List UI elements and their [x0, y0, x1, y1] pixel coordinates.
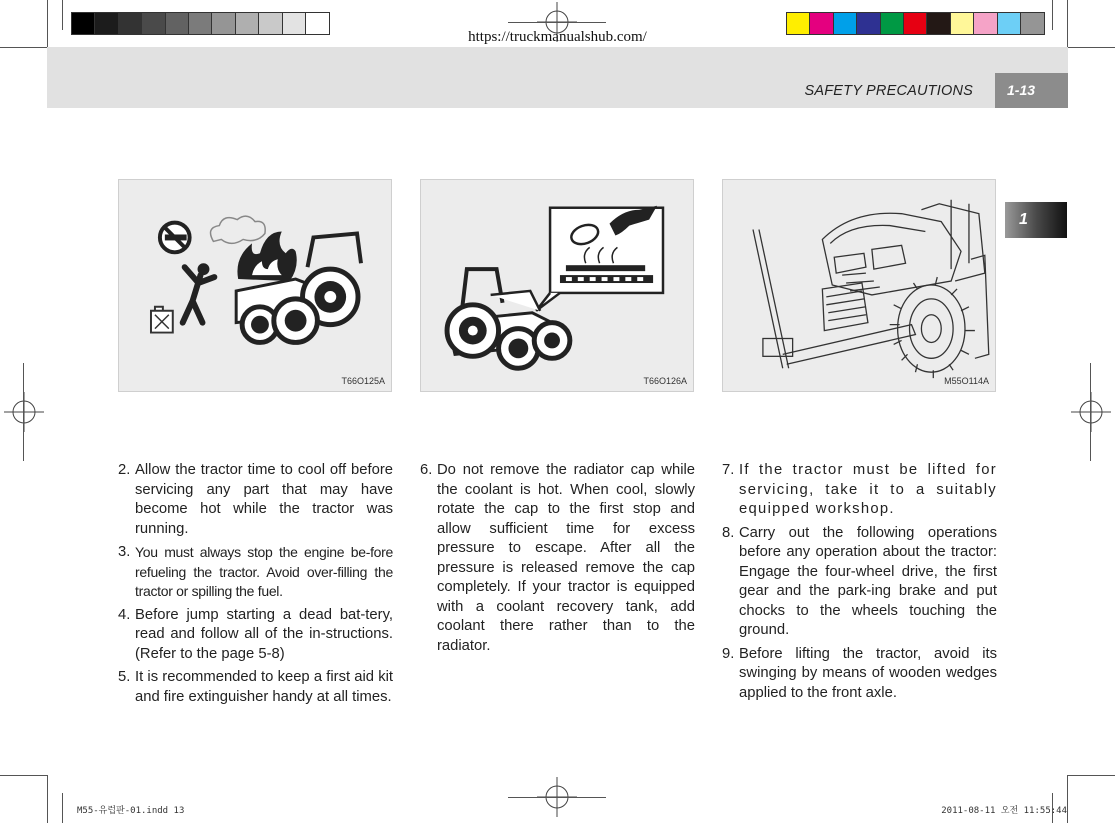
list-item: [722, 645, 997, 704]
item-text: Before jump starting a dead bat-tery, read and follow all of the in-structions. (Refer to the page 5-8): [135, 606, 393, 662]
item-text: It is recommended to keep a first aid kit and fire extinguisher handy at all times.: [135, 669, 393, 705]
item-text: If the tractor must be lifted for servicing, take it to a suitably equipped workshop.: [739, 462, 997, 517]
list-item: [118, 668, 393, 707]
list-item: [118, 543, 393, 602]
figure-code: T66O125A: [341, 376, 385, 386]
crop-mark: [508, 797, 606, 798]
figure-code: M55O114A: [944, 376, 989, 386]
item-text: Before lifting the tractor, avoid its swinging by means of wooden wedges applied to the front axle.: [739, 645, 997, 701]
text-column-3: [722, 461, 997, 707]
figure-tractor-lifted: [722, 179, 996, 392]
footer-timestamp: 2011-08-11 오전 11:55:44: [941, 806, 1067, 816]
registration-target-icon: [4, 392, 44, 432]
figure-code: T66O126A: [643, 376, 687, 386]
crop-mark: [0, 775, 47, 776]
text-column-1: [118, 461, 393, 711]
list-item: [722, 461, 997, 520]
registration-target-icon: [1071, 392, 1111, 432]
crop-mark: [62, 793, 63, 823]
crop-mark: [62, 0, 63, 30]
item-number: 3.: [118, 544, 131, 560]
item-number: 7.: [722, 462, 735, 478]
item-number: 8.: [722, 524, 735, 541]
footer-file-info: M55-유럽판-01.indd 13: [77, 806, 185, 816]
item-number: 9.: [722, 645, 735, 662]
item-text: Allow the tractor time to cool off before servicing any part that may have become hot while the tractor was running.: [135, 462, 393, 537]
list-item: [118, 606, 393, 665]
crop-mark: [1067, 775, 1068, 823]
item-number: 5.: [118, 669, 131, 685]
item-number: 6.: [420, 462, 433, 478]
list-item: [118, 461, 393, 539]
crop-mark: [1068, 775, 1115, 776]
item-text: Carry out the following operations before any operation about the tractor: Engage the four-wheel drive, the first gear and the park-ing brake and put chocks to the wheels touching the ground.: [739, 524, 997, 638]
item-text: Do not remove the radiator cap while the coolant is hot. When cool, slowly rotate the cap to the first stop and allow sufficient time for excess pressure to escape. After all the pressure is released remove the cap completely. If your tractor is equipped with a coolant recovery tank, add coolant there rather than to the radiator.: [437, 462, 695, 654]
crop-mark: [1052, 0, 1053, 30]
radiator-cap-hot-illustration-icon: [421, 180, 693, 391]
section-title: SAFETY PRECAUTIONS: [804, 83, 973, 99]
figure-fire-hazard: [118, 179, 392, 392]
no-smoking-fire-hazard-illustration-icon: [119, 180, 391, 391]
item-number: 2.: [118, 462, 131, 478]
crop-mark: [47, 775, 48, 823]
text-column-2: [420, 461, 695, 660]
crop-mark: [508, 22, 606, 23]
list-item: [722, 524, 997, 641]
page-number: 1-13: [995, 73, 1068, 108]
list-item: [420, 461, 695, 656]
figure-radiator-cap: [420, 179, 694, 392]
tractor-lifted-illustration-icon: [723, 180, 995, 391]
crop-mark: [1068, 47, 1115, 48]
item-text: You must always stop the engine be-fore refueling the tractor. Avoid over-filling the tractor or spilling the fuel.: [135, 544, 393, 599]
item-number: 4.: [118, 606, 131, 623]
crop-mark: [23, 363, 24, 461]
chapter-tab: 1: [1005, 202, 1067, 238]
source-url: https://truckmanualshub.com/: [468, 29, 647, 45]
crop-mark: [0, 47, 47, 48]
crop-mark: [1090, 363, 1091, 461]
